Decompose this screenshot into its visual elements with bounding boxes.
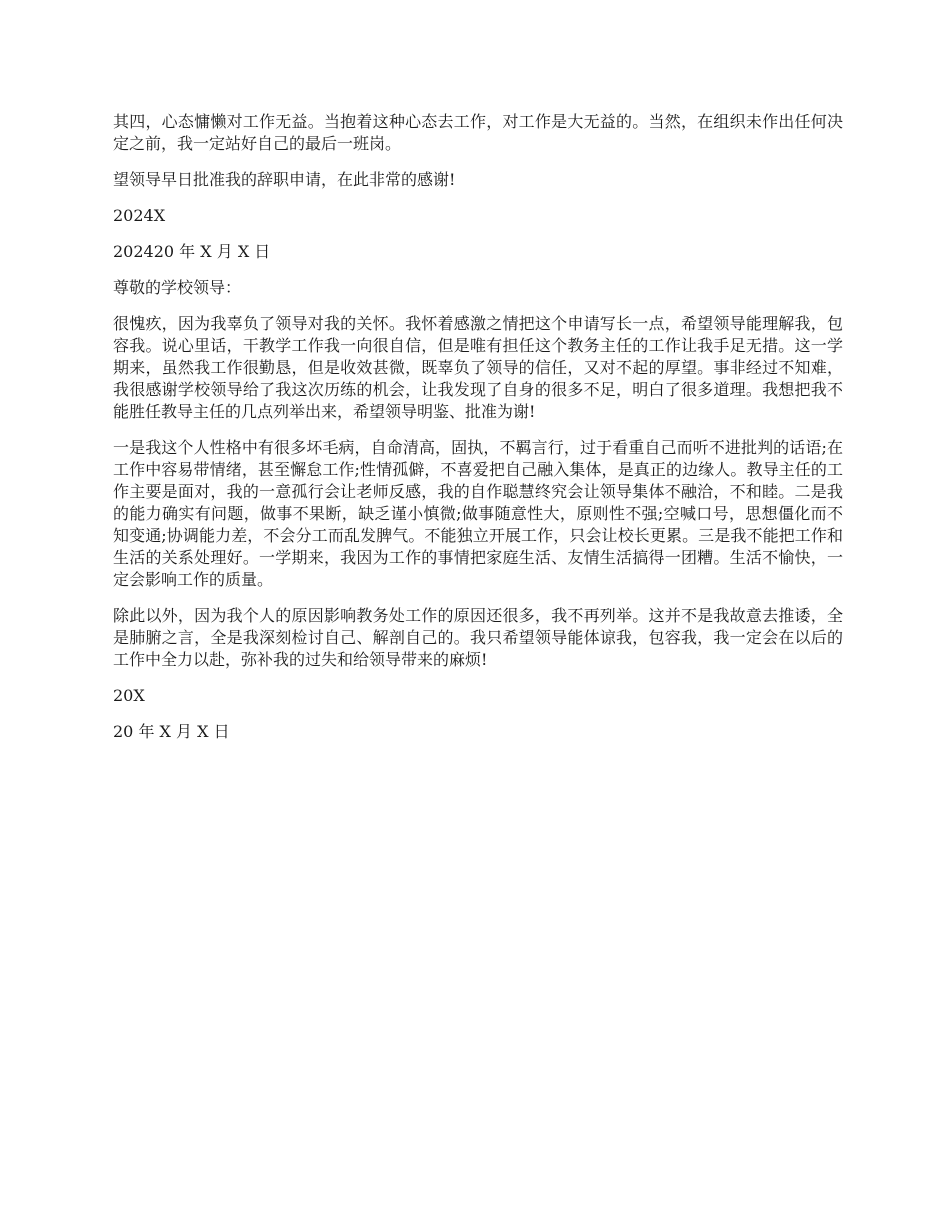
paragraph-attitude: 其四，心态慵懒对工作无益。当抱着这种心态去工作，对工作是大无益的。当然，在组织未作出任何决定之前，我一定站好自己的最后一班岗。 — [113, 112, 843, 153]
signature-name-2: 20X — [113, 686, 145, 705]
signature-date-2: 20 年 X 月 X 日 — [113, 722, 230, 741]
paragraph-approval-request: 望领导早日批准我的辞职申请，在此非常的感谢! — [113, 170, 456, 189]
paragraph-closing: 除此以外，因为我个人的原因影响教务处工作的原因还很多，我不再列举。这并不是我故意去推诿，全是肺腑之言，全是我深刻检讨自己、解剖自己的。我只希望领导能体谅我，包容我，我一定会在以后的工作中全力以赴，弥补我的过失和给领导带来的麻烦! — [113, 606, 843, 669]
salutation: 尊敬的学校领导： — [113, 278, 242, 297]
document-page — [113, 111, 843, 757]
paragraph-reasons: 一是我这个人性格中有很多坏毛病，自命清高，固执，不羁言行，过于看重自己而听不进批判的话语;在工作中容易带情绪，甚至懈怠工作;性情孤僻，不喜爱把自己融入集体，是真正的边缘人。教导主任的工作主要是面对，我的一意孤行会让老师反感，我的自作聪慧终究会让领导集体不融洽，不和睦。二是我的能力确实有问题，做事不果断，缺乏谨小慎微;做事随意性大，原则性不强;空喊口号，思想僵化而不知变通;协调能力差，不会分工而乱发脾气。不能独立开展工作，只会让校长更累。三是我不能把工作和生活的关系处理好。一学期来，我因为工作的事情把家庭生活、友情生活搞得一团糟。生活不愉快，一定会影响工作的质量。 — [113, 438, 843, 589]
signature-name: 2024X — [113, 206, 166, 225]
signature-date: 202420 年 X 月 X 日 — [113, 242, 271, 261]
paragraph-apology: 很愧疚，因为我辜负了领导对我的关怀。我怀着感激之情把这个申请写长一点，希望领导能理解我，包容我。说心里话，干教学工作我一向很自信，但是唯有担任这个教务主任的工作让我手足无措。这一学期来，虽然我工作很勤恳，但是收效甚微，既辜负了领导的信任，又对不起的厚望。事非经过不知难，我很感谢学校领导给了我这次历练的机会，让我发现了自身的很多不足，明白了很多道理。我想把我不能胜任教导主任的几点列举出来，希望领导明鉴、批准为谢! — [113, 314, 843, 421]
